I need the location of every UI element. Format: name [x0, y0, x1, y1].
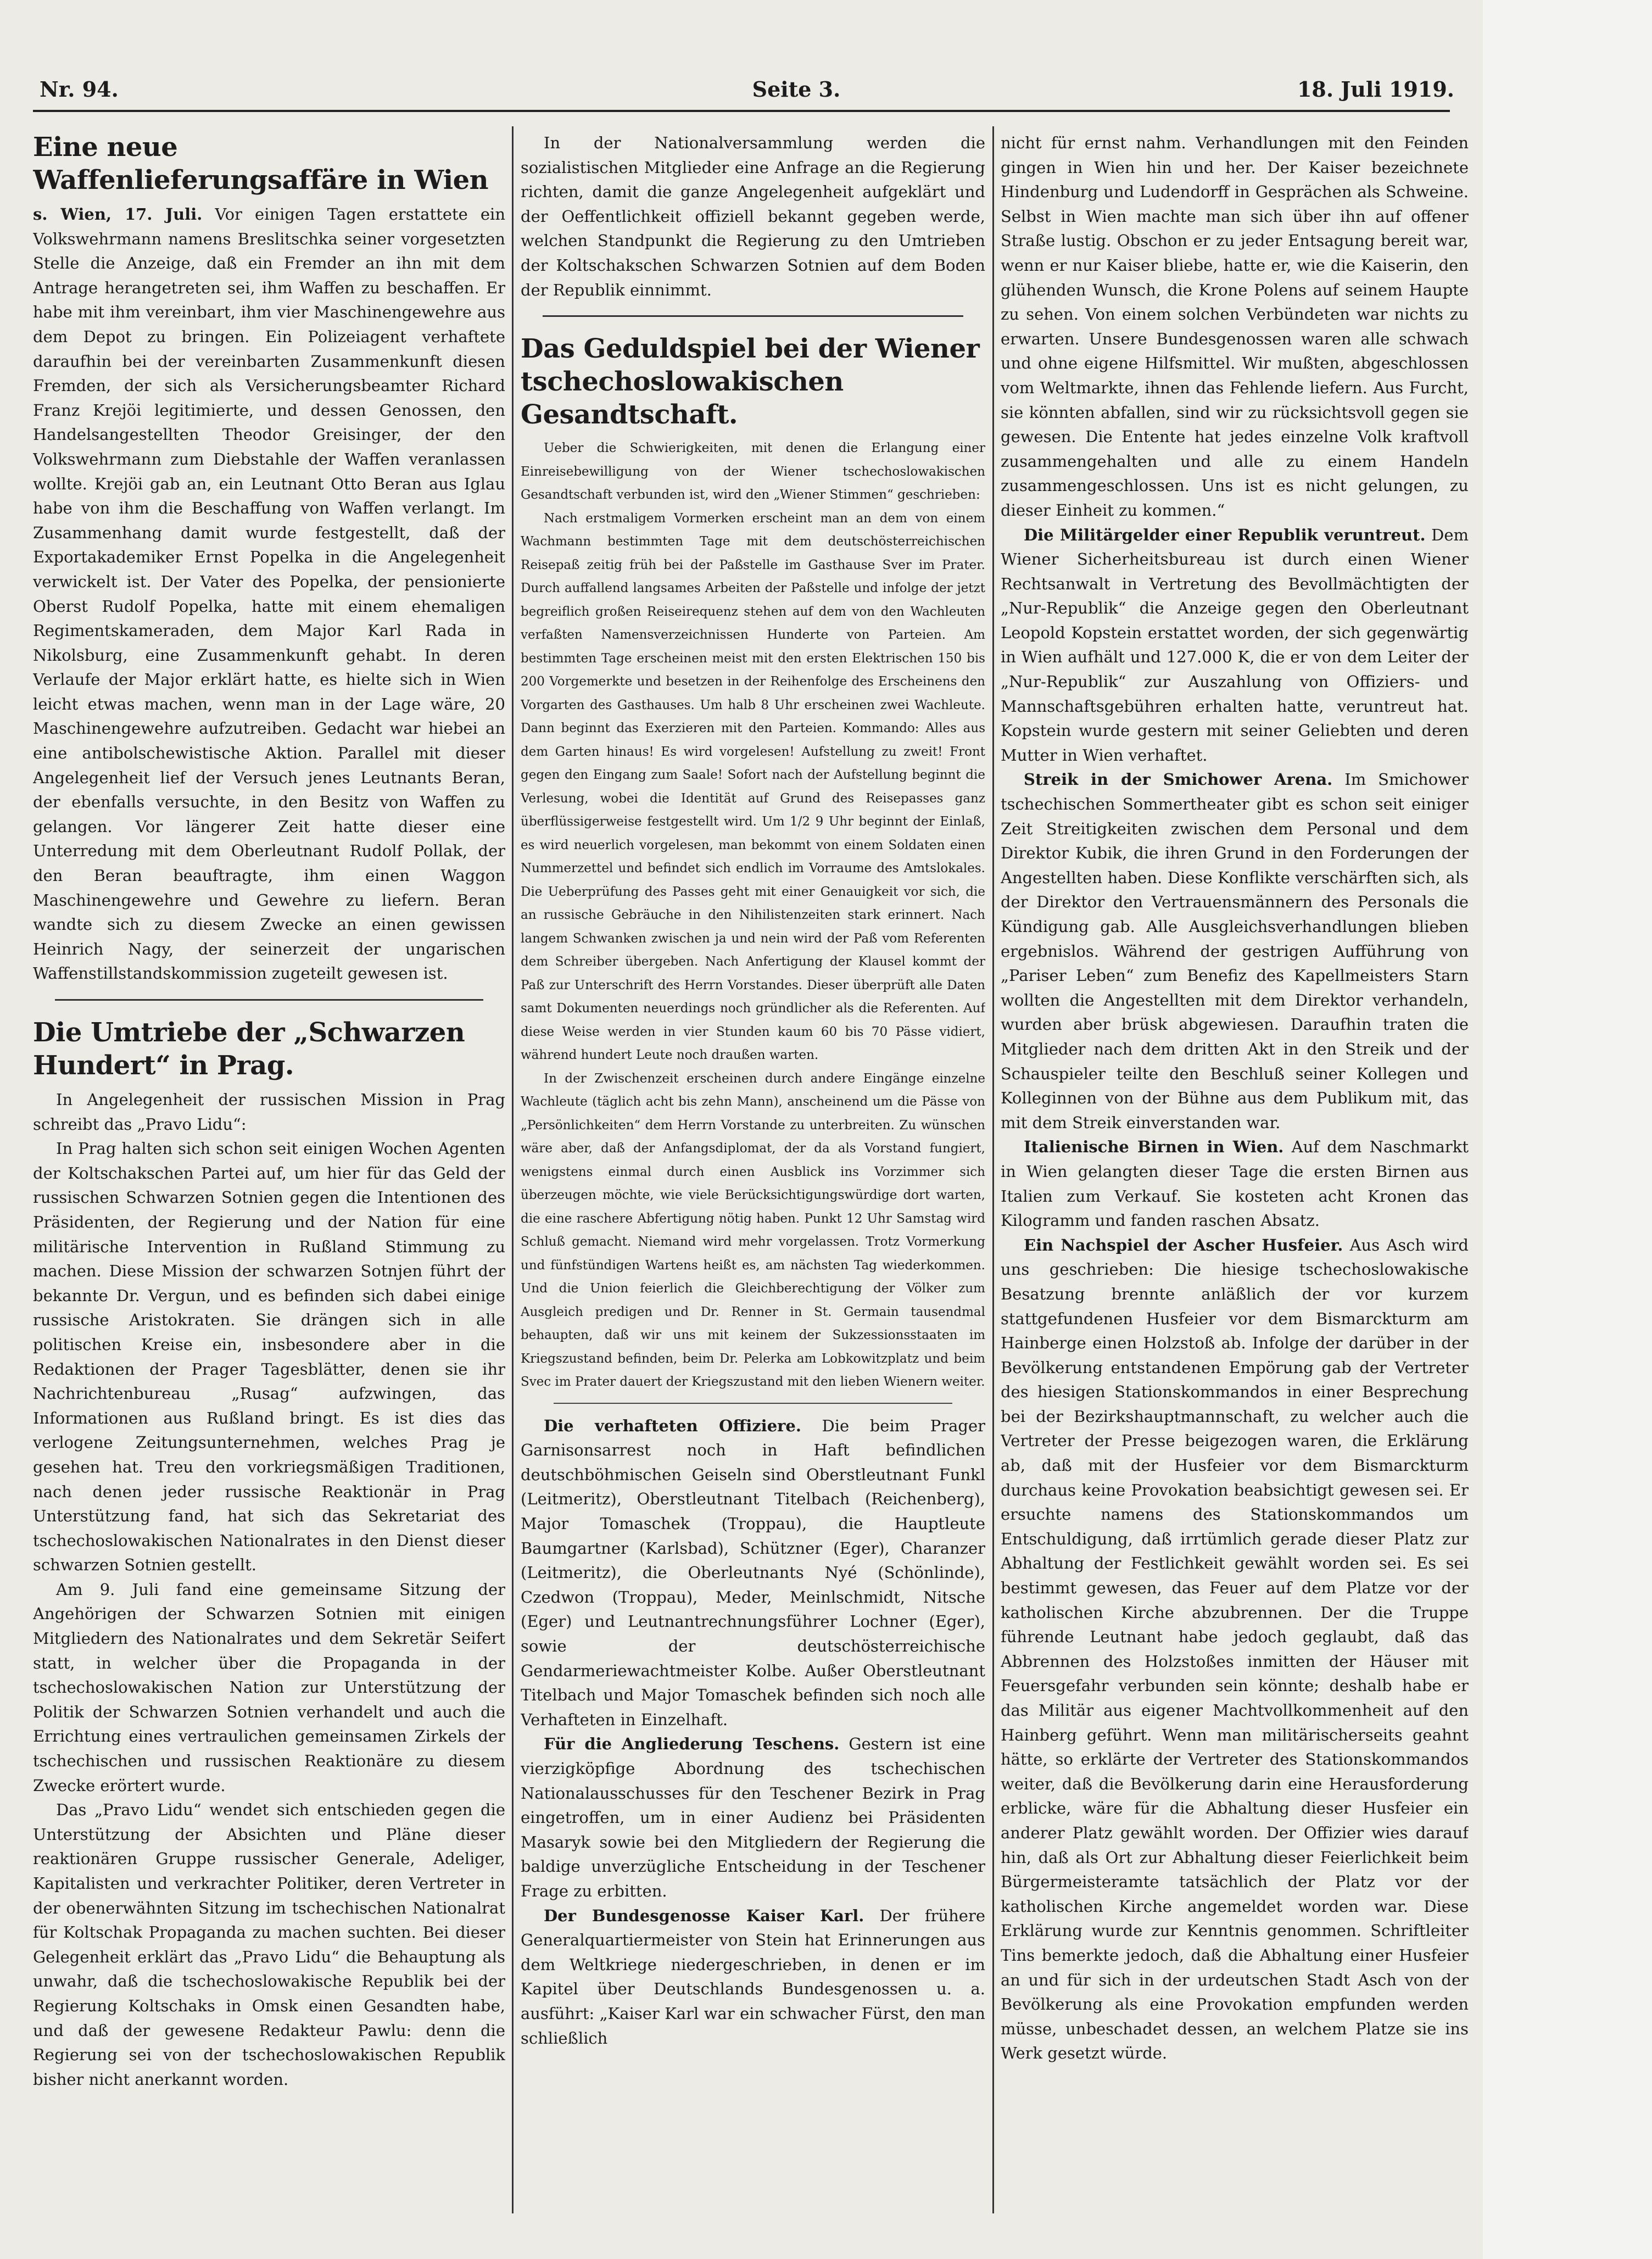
- article-paragraph: Nach erstmaligem Vormerken erscheint man an dem von einem Wachmann bestimmten Tage mit dem deutschösterreichischen Reisepaß zeitig früh bei der Paßstelle im Gasthause Sver im Prater. Durch auffallend langsames Arbeiten der Paßstelle und infolge der jetzt begreiflich großen Reiseirequenz stehen auf dem von den Wachleuten verfaßten Namensverzeichnissen Hunderte von Parteien. Am bestimmten Tage erscheinen meist mit den ersten Elektrischen 150 bis 200 Vorgemerkte und besetzen in der Reihenfolge des Erscheinens den Vorgarten des Gasthauses. Um halb 8 Uhr erscheinen zwei Wachleute. Dann beginnt das Exerzieren mit den Parteien. Kommando: Alles aus dem Garten hinaus! Es wird vorgelesen! Aufstellung zu zweit! Front gegen den Eingang zum Saale! Sofort nach der Aufstellung beginnt die Verlesung, wobei die Identität auf Grund des Reisepasses ganz überflüssigerweise festgestellt wird. Um 1/2 9 Uhr beginnt der Einlaß, es wird neuerlich vorgelesen, man bekommt von einem Soldaten einen Nummerzettel und befindet sich endlich im Vorraume des Amtslokales. Die Ueberprüfung des Passes geht mit einer Genauigkeit vor sich, die an russische Gebräuche in den Nihilistenzeiten stark erinnert. Nach langem Schwanken zwischen ja und nein wird der Paß vom Referenten dem Schreiber übergeben. Nach Anfertigung der Klausel kommt der Paß zur Unterschrift des Herrn Vorstandes. Dieser überprüft alle Daten samt Dokumenten neuerdings noch gründlicher als die Referenten. Auf diese Weise werden in vier Stunden kaum 60 bis 70 Pässe vidiert, während hundert Leute noch draußen warten.: [521, 511, 985, 1063]
- article-paragraph: [521, 1732, 985, 1903]
- article-divider: [55, 999, 483, 1001]
- article-text: Vor einigen Tagen erstattete ein Volkswehrmann namens Breslitschka seiner vorgesetzten Stelle die Anzeige, daß ein Fremder an ihn mit dem Antrage herangetreten sei, ihm Waffen zu beschaffen. Er habe mit ihm vereinbart, ihm vier Maschinengewehre aus dem Depot zu bringen. Ein Polizeiagent verhaftete daraufhin bei der vereinbarten Zusammenkunft diesen Fremden, der sich als Versicherungsbeamter Richard Franz Krejöi legitimierte, und dessen Genossen, den Handelsangestellten Theodor Greisinger, der den Volkswehrmann zum Diebstahle der Waffen veranlassen wollte. Krejöi gab an, ein Leutnant Otto Beran aus Iglau habe von ihm die Beschaffung von Waffen verlangt. Im Zusammenhang damit wurde festgestellt, daß der Exportakademiker Ernst Popelka in die Angelegenheit verwickelt ist. Der Vater des Popelka, der pensionierte Oberst Rudolf Popelka, hatte mit einem ehemaligen Regimentskameraden, dem Major Karl Rada in Nikolsburg, eine Zusammenkunft gehabt. In deren Verlaufe der Major erklärt hatte, es hielte sich in Wien leicht etwas machen, wenn man in der Lage wäre, 20 Maschinengewehre aufzutreiben. Gedacht war hiebei an eine antibolschewistische Aktion. Parallel mit dieser Angelegenheit lief der Versuch jenes Leutnants Beran, der ebenfalls versuchte, in den Besitz von Waffen zu gelangen. Vor längerer Zeit hatte dieser eine Unterredung mit dem Oberleutnant Rudolf Pollak, der den Beran beauftragte, ihm einen Waggon Maschinengewehre und Gewehre zu liefern. Beran wandte sich zu diesem Zwecke an einen gewissen Heinrich Nagy, der seinerzeit der ungarischen Waffenstillstandskommission zugeteilt gewesen ist.: [33, 205, 505, 983]
- issue-date: 18. Juli 1919.: [1297, 77, 1454, 102]
- issue-number: Nr. 94.: [40, 77, 119, 102]
- article-paragraph: [1001, 1233, 1469, 2066]
- article-paragraph: [33, 202, 505, 986]
- page-margin: [1483, 0, 1652, 2259]
- section-heading: Ein Nachspiel der Ascher Husfeier.: [1024, 1235, 1343, 1254]
- article-paragraph: [521, 1414, 985, 1732]
- article-headline: Die Umtriebe der „Schwarzen Hundert“ in Prag.: [33, 1017, 465, 1081]
- section-heading: Streik in der Smichower Arena.: [1024, 770, 1333, 789]
- article-paragraph: Am 9. Juli fand eine gemeinsame Sitzung der Angehörigen der Schwarzen Sotnien mit einigen Mitgliedern des Nationalrates und dem Sekretär Seifert statt, in welcher über die Propaganda in der tschechoslowakischen Nation zur Unterstützung der Politik der Schwarzen Sotnien verhandelt und auch die Errichtung eines vertraulichen gemeinsamen Zirkels der tschechischen und russischen Reaktionäre zu diesem Zwecke erörtert wurde.: [33, 1580, 505, 1795]
- article-text: Die beim Prager Garnisonsarrest noch in Haft befindlichen deutschböhmischen Geiseln sind Oberstleutnant Funkl (Leitmeritz), Oberstleutnant Titelbach (Reichenberg), Major Tomaschek (Troppau), die Hauptleute Baumgartner (Karlsbad), Schützner (Eger), Charanzer (Leitmeritz), die Oberleutnants Nyé (Schönlinde), Czedwon (Troppau), Meder, Meinlschmidt, Nitsche (Eger) und Leutnantrechnungsführer Lochner (Eger), sowie der deutschösterreichische Gendarmeriewachtmeister Kolbe. Außer Oberstleutnant Titelbach und Major Tomaschek befinden sich noch alle Verhafteten in Einzelhaft.: [521, 1416, 985, 1729]
- article-text: Der frühere Generalquartiermeister von Stein hat Erinnerungen aus dem Weltkriege niedergeschrieben, in denen er im Kapitel über Deutschlands Bundesgenossen u. a. ausführt: „Kaiser Karl war ein schwacher Fürst, den man schließlich: [521, 1906, 985, 2048]
- section-heading: Für die Angliederung Teschens.: [544, 1734, 840, 1754]
- column-2: [521, 131, 985, 2218]
- article-paragraph: [1001, 523, 1469, 768]
- article-headline: Eine neue Waffenlieferungsaffäre in Wien: [33, 132, 489, 196]
- article-text: Auf dem Naschmarkt in Wien gelangten dieser Tage die ersten Birnen aus Italien zum Verkauf. Sie kosteten acht Kronen das Kilogramm und fanden raschen Absatz.: [1001, 1137, 1469, 1230]
- article-paragraph: [521, 1904, 985, 2051]
- article-text: Im Smichower tschechischen Sommertheater gibt es schon seit einiger Zeit Streitigkeiten zwischen dem Personal und dem Direktor Kubik, die ihren Grund in den Forderungen der Angestellten haben. Diese Konflikte verschärften sich, als der Direktor den Vertrauensmännern des Personals die Kündigung gab. Alle Ausgleichsverhandlungen blieben ergebnislos. Während der gestrigen Aufführung von „Pariser Leben“ zum Benefiz des Kapellmeisters Starn wollten die Angestellten mit dem Direktor verhandeln, wurden aber brüsk abgewiesen. Daraufhin traten die Mitglieder nach dem dritten Akt in den Streik und der Schauspieler teilte den Beschluß seiner Kollegen und Kolleginnen von der Bühne aus dem Publikum mit, das mit dem Streik einverstanden war.: [1001, 770, 1469, 1132]
- article-divider: [543, 315, 963, 317]
- column-divider: [512, 126, 514, 2213]
- article-text: Gestern ist eine vierzigköpfige Abordnung des tschechischen Nationalausschusses für den Teschener Bezirk in Prag eingetroffen, um in einer Audienz bei Präsidenten Masaryk sowie bei den Mitgliedern der Regierung die baldige unverzügliche Entscheidung in der Teschener Frage zu erbitten.: [521, 1734, 985, 1900]
- article-paragraph: [1001, 1135, 1469, 1232]
- article-paragraph: Ueber die Schwierigkeiten, mit denen die Erlangung einer Einreisebewilligung von der Wiener tschechoslowakischen Gesandtschaft verbunden ist, wird den „Wiener Stimmen“ geschrieben:: [521, 441, 985, 503]
- page-number: Seite 3.: [752, 77, 841, 102]
- article-paragraph: In Angelegenheit der russischen Mission in Prag schreibt das „Pravo Lidu“:: [33, 1090, 505, 1134]
- article-text: Aus Asch wird uns geschrieben: Die hiesige tschechoslowakische Besatzung brennte anläßlich der vor kurzem stattgefundenen Husfeier vor dem Bismarckturm am Hainberge einen Holzstoß ab. Infolge der darüber in der Bevölkerung entstandenen Empörung gab der Vertreter des hiesigen Stationskommandos in einer Besprechung bei der Bezirkshauptmannschaft, zu welcher auch die Vertreter der Presse beigezogen waren, die Erklärung ab, daß mit der Husfeier vor dem Bismarckturm durchaus keine Provokation beabsichtigt gewesen sei. Er ersuchte namens des Stationskommandos um Entschuldigung, daß irrtümlich gerade dieser Platz zur Abhaltung der Festlichkeit gewählt worden sei. Es sei bestimmt gewesen, das Feuer auf dem Platze vor der katholischen Kirche abzubrennen. Der die Truppe führende Leutnant habe jedoch geglaubt, daß das Abbrennen des Holzstoßes inmitten der Häuser mit Feuersgefahr verbunden sein könnte; deshalb habe er das Militär aus eigener Machtvollkommenheit auf den Hainberg geführt. Wenn man militärischerseits geahnt hätte, so erklärte der Vertreter des Stationskommandos weiter, daß die Bevölkerung darin eine Herausforderung erblicke, wäre für die Abhaltung dieser Husfeier ein anderer Platz gewählt worden. Der Offizier wies darauf hin, daß als Ort zur Abhaltung dieser Feierlichkeit beim Bürgermeisteramte tatsächlich der Platz vor der katholischen Kirche angemeldet worden war. Diese Erklärung wurde zur Kenntnis genommen. Schriftleiter Tins bemerkte jedoch, daß die Abhaltung einer Husfeier an und für sich in der urdeutschen Stadt Asch von der Bevölkerung als eine Provokation empfunden werden müsse, unbeschadet dessen, an welchem Platze sie ins Werk gesetzt würde.: [1001, 1235, 1469, 2063]
- article-paragraph: In der Nationalversammlung werden die sozialistischen Mitglieder eine Anfrage an die Regierung richten, damit die ganze Angelegenheit aufgeklärt und der Oeffentlichkeit offiziell bekannt gegeben werde, welchen Standpunkt die Regierung zu den Umtrieben der Koltschakschen Schwarzen Sotnien auf dem Boden der Republik einnimmt.: [521, 133, 985, 299]
- column-divider: [992, 126, 994, 2213]
- article-paragraph: [1001, 767, 1469, 1135]
- article-text: Dem Wiener Sicherheitsbureau ist durch einen Wiener Rechtsanwalt in Vertretung des Bevollmächtigten der „Nur-Republik“ die Anzeige gegen den Oberleutnant Leopold Kopstein erstattet worden, der sich gegenwärtig in Wien aufhält und 127.000 K, die er von dem Leiter der „Nur-Republik“ zur Auszahlung von Offiziers- und Mannschaftsgebühren erhalten hatte, veruntreut hat. Kopstein wurde gestern mit seiner Geliebten und deren Mutter in Wien verhaftet.: [1001, 525, 1469, 765]
- article-paragraph: In der Zwischenzeit erscheinen durch andere Eingänge einzelne Wachleute (täglich acht bis zehn Mann), anscheinend um die Pässe von „Persönlichkeiten“ dem Herrn Vorstande zu unterbreiten. Zu wünschen wäre aber, daß der Anfangsdiplomat, der da als Vorstand fungiert, wenigstens einmal durch einen Ausblick ins Vorzimmer sich überzeugen möchte, wie viele Berücksichtigungswürdige dort warten, die eine raschere Abfertigung nötig haben. Punkt 12 Uhr Samstag wird Schluß gemacht. Niemand wird mehr vorgelassen. Trotz Vormerkung und fünfstündigen Wartens heißt es, am nächsten Tag wiederkommen. Und die Union feierlich die Gleichberechtigung der Völker zum Ausgleich predigen und Dr. Renner in St. Germain tausendmal behaupten, daß wir uns mit keinem der Sukzessionsstaaten im Kriegszustand befinden, beim Dr. Pelerka am Lobkowitzplatz und beim Svec im Prater dauert der Kriegszustand mit den lieben Wienern weiter.: [521, 1071, 985, 1390]
- header-rule: [33, 110, 1450, 112]
- section-heading: Die Militärgelder einer Republik veruntreut.: [1024, 525, 1426, 544]
- article-paragraph: Das „Pravo Lidu“ wendet sich entschieden gegen die Unterstützung der Absichten und Pläne dieser reaktionären Gruppe russischer Generale, Adeliger, Kapitalisten und verkrachter Politiker, deren Vertreter in der obenerwähnten Sitzung im tschechischen Nationalrat für Koltschak Propaganda zu machen suchten. Bei dieser Gelegenheit erklärt das „Pravo Lidu“ die Behauptung als unwahr, daß die tschechoslowakische Republik bei der Regierung Koltschaks in Omsk einen Gesandten habe, und daß der gewesene Redakteur Pawlu: denn die Regierung sei von der tschechoslowakischen Republik bisher nicht anerkannt worden.: [33, 1800, 505, 2089]
- article-headline: Das Geduldspiel bei der Wiener tschechoslowakischen Gesandtschaft.: [521, 333, 980, 431]
- section-heading: Italienische Birnen in Wien.: [1024, 1137, 1284, 1157]
- dateline: s. Wien, 17. Juli.: [33, 205, 203, 224]
- column-1: [33, 131, 505, 2218]
- article-paragraph: In Prag halten sich schon seit einigen Wochen Agenten der Koltschakschen Partei auf, um hier für das Geld der russischen Schwarzen Sotnien gegen die Intentionen des Präsidenten, der Regierung und der Nation für eine militärische Intervention in Rußland Stimmung zu machen. Diese Mission der schwarzen Sotnjen führt der bekannte Dr. Vergun, und es befinden sich dabei einige russische Aristokraten. Sie drängen sich in alle politischen Kreise ein, insbesondere aber in die Redaktionen der Prager Tagesblätter, denen sie ihr Nachrichtenbureau „Rusag“ aufzwingen, das Informationen aus Rußland bringt. Es ist dies das verlogene Zeitungsunternehmen, welches Prag je gesehen hat. Treu den vorkriegsmäßigen Traditionen, nach denen jeder russische Reaktionär in Prag Unterstützung fand, hat sich das Sekretariat des tschechoslowakischen Nationalrates in den Dienst dieser schwarzen Sotnien gestellt.: [33, 1139, 505, 1575]
- column-3: [1001, 131, 1469, 2218]
- article-divider: [554, 1403, 952, 1404]
- section-heading: Die verhafteten Offiziere.: [544, 1416, 801, 1435]
- section-heading: Der Bundesgenosse Kaiser Karl.: [544, 1906, 864, 1925]
- article-paragraph: nicht für ernst nahm. Verhandlungen mit den Feinden gingen in Wien hin und her. Der Kaiser bezeichnete Hindenburg und Ludendorff in Gesprächen als Schweine. Selbst in Wien machte man sich über ihn auf offener Straße lustig. Obschon er zu jeder Entsagung bereit war, wenn er nur Kaiser bliebe, hatte er, wie die Kaiserin, den glühenden Wunsch, die Krone Polens auf seinem Haupte zu sehen. Von einem solchen Verbündeten war nichts zu erwarten. Unsere Bundesgenossen waren alle schwach und ohne eigene Hilfsmittel. Wir mußten, abgeschlossen vom Weltmarkte, ihnen das Fehlende liefern. Aus Furcht, sie könnten abfallen, sind wir zu rücksichtsvoll gegen sie gewesen. Die Entente hat jedes einzelne Volk kraftvoll zusammengehalten und alle zu einem Handeln zusammengeschlossen. Uns ist es nicht gelungen, zu dieser Einheit zu kommen.“: [1001, 133, 1469, 520]
